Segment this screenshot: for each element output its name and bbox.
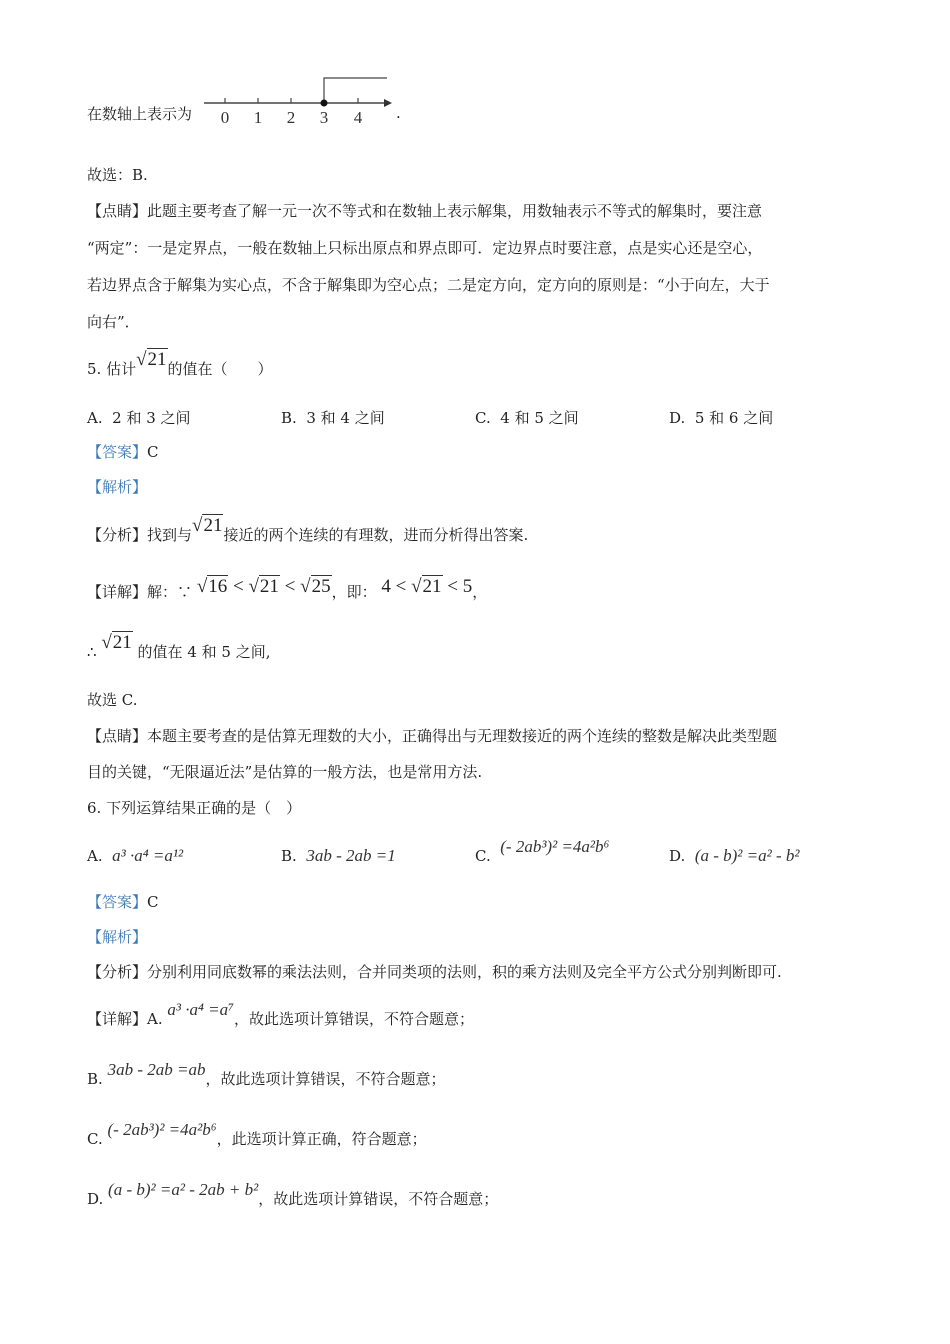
text-span: 4 和 5 之间 <box>500 409 579 427</box>
text-span: A. <box>87 847 103 865</box>
text-span: (- 2ab³)² =4a²b⁶ <box>500 837 610 856</box>
text-span: 16 <box>208 576 228 597</box>
tick-label: 4 <box>353 108 363 127</box>
text-span: 本题主要考查的是估算无理数的大小，正确得出与无理数接近的两个连续的整数是解决此类型题 <box>147 727 778 745</box>
sqrt <box>136 349 167 370</box>
text-span: C. <box>87 1130 103 1148</box>
section-tag: 【详解】 <box>87 583 148 601</box>
text-span: < <box>395 576 407 597</box>
therefore-line <box>87 632 271 662</box>
text-span: A. <box>87 409 103 427</box>
text-span: A. <box>147 1010 163 1028</box>
text-span: D. <box>669 409 686 427</box>
detail-c <box>87 1120 427 1149</box>
text-span: 找到与 <box>147 526 193 544</box>
text-line: 向右”． <box>87 313 140 331</box>
tick-label: 1 <box>253 108 263 127</box>
text-span: √ <box>136 349 147 370</box>
text-span: 3ab - 2ab =1 <box>306 846 396 865</box>
text-span: (- 2ab³)² =4a²b⁶ <box>107 1120 217 1139</box>
detail-a <box>87 1000 475 1029</box>
option-d <box>669 846 799 866</box>
text-span <box>192 515 223 536</box>
section-tag: 【分析】 <box>87 526 148 544</box>
text-span: ，故此选项计算错误，不符合题意； <box>258 1190 499 1208</box>
text-span: < <box>233 576 244 597</box>
text: 在数轴上表示为 <box>87 105 193 123</box>
option-a <box>87 846 183 866</box>
text-span: D. <box>669 847 686 865</box>
number-line-figure <box>200 74 400 130</box>
text-span: < <box>447 576 458 597</box>
section-tag: √ <box>192 515 203 536</box>
text-span: (a - b)² =a² - 2ab + b² <box>108 1180 259 1199</box>
option-a <box>87 407 191 428</box>
text-span: 5 <box>462 576 473 597</box>
text-span: 解：∵ <box>147 583 193 601</box>
text-span: B. <box>281 409 297 427</box>
option-b <box>281 846 396 866</box>
text-span: √ <box>248 576 259 597</box>
text-span: 25 <box>311 576 331 597</box>
detail-b <box>87 1060 446 1089</box>
option-c <box>475 837 610 866</box>
section-tag: 【分析】 <box>87 963 148 981</box>
text-span: ，故此选项计算错误，不符合题意； <box>205 1070 446 1088</box>
text-span: 3 和 4 之间 <box>306 409 385 427</box>
text-span: 21 <box>422 576 442 597</box>
text-span: 2 和 3 之间 <box>112 409 191 427</box>
answer-line: 故选：B. <box>87 166 148 184</box>
arrow-icon <box>384 99 392 107</box>
jiexi-tag: 【解析】 <box>87 478 148 496</box>
text-span: ，即： <box>331 583 377 601</box>
text-span: √ <box>411 576 422 597</box>
section-tag: 【点睛】 <box>87 202 148 220</box>
text-span: 3ab - 2ab =ab <box>107 1060 206 1079</box>
text-span <box>381 576 472 597</box>
option-d <box>669 407 773 428</box>
solid-point <box>321 100 328 107</box>
answer <box>87 892 159 912</box>
number-line-sentence <box>87 104 192 124</box>
text-span: a³ ·a⁴ =a⁷ <box>167 1000 235 1019</box>
text-span: √ <box>101 632 112 653</box>
fenxi <box>87 962 782 982</box>
text-span <box>197 576 332 597</box>
text-span: B. <box>281 847 297 865</box>
text-span: < <box>284 576 296 597</box>
guxuan: 故选 C. <box>87 691 138 709</box>
question-5 <box>87 349 273 379</box>
text-span <box>221 108 363 127</box>
text-span: 【答案】 <box>87 893 148 911</box>
text-span: B. <box>87 1070 103 1088</box>
text-span: 的值在（ ） <box>167 360 273 378</box>
fenxi <box>87 515 529 545</box>
tick-label: 2 <box>286 108 296 127</box>
section-tag: 4 <box>381 576 391 597</box>
text-span: a³ ·a⁴ =a¹² <box>112 846 184 865</box>
dianjing-line <box>87 201 762 221</box>
text-span: ， <box>472 583 488 601</box>
text-span: 5 和 6 之间 <box>694 409 774 427</box>
text-span: 的值在 4 和 5 之间, <box>137 643 271 661</box>
text-span: √ <box>300 576 311 597</box>
text-span: ，此选项计算正确，符合题意； <box>216 1130 427 1148</box>
text-span: ，故此选项计算错误，不符合题意； <box>234 1010 475 1028</box>
text-span: 21 <box>259 576 279 597</box>
dianjing <box>87 726 777 746</box>
tick-label: 0 <box>220 108 230 127</box>
text-span: C. <box>475 409 491 427</box>
text-span: 21 <box>112 632 132 653</box>
section-tag: 【点睛】 <box>87 727 148 745</box>
text-span: C <box>147 893 159 911</box>
text-span: 【答案】 <box>87 443 148 461</box>
text-span <box>101 632 132 653</box>
period: . <box>396 104 401 122</box>
text-line: “两定”：一是定界点，一般在数轴上只标出原点和界点即可．定边界点时要注意，点是实心还是空心， <box>87 239 763 257</box>
xiangjie <box>87 576 488 602</box>
text-span: 21 <box>147 349 167 370</box>
question-6: 6. 下列运算结果正确的是（ ） <box>87 799 302 817</box>
solution-bracket <box>324 78 387 103</box>
text-span: 分别利用同底数幂的乘法法则，合并同类项的法则，积的乘方法则及完全平方公式分别判断即可. <box>147 963 782 981</box>
answer <box>87 442 159 462</box>
detail-d <box>87 1180 499 1209</box>
text-span: 21 <box>203 515 223 536</box>
text-span: 5. 估计 <box>87 360 137 378</box>
tick-label: 3 <box>319 108 329 127</box>
section-tag: 【详解】 <box>87 1010 148 1028</box>
text: 此题主要考查了解一元一次不等式和在数轴上表示解集，用数轴表示不等式的解集时，要注意 <box>147 202 763 220</box>
text-span: 接近的两个连续的有理数，进而分析得出答案. <box>223 526 529 544</box>
jiexi-tag: 【解析】 <box>87 928 148 946</box>
option-c <box>475 407 579 428</box>
text-span: (a - b)² =a² - b² <box>694 846 800 865</box>
text-span: D. <box>87 1190 104 1208</box>
option-b <box>281 407 385 428</box>
text-line: 目的关键，“无限逼近法”是估算的一般方法，也是常用方法. <box>87 763 483 781</box>
text-span: C. <box>475 847 491 865</box>
text-span: C <box>147 443 159 461</box>
text-span: ∴ <box>87 643 97 661</box>
section-tag: √ <box>196 576 208 597</box>
text-line: 若边界点含于解集为实心点，不含于解集即为空心点；二是定方向，定方向的原则是：“小于向左，大于 <box>87 276 770 294</box>
